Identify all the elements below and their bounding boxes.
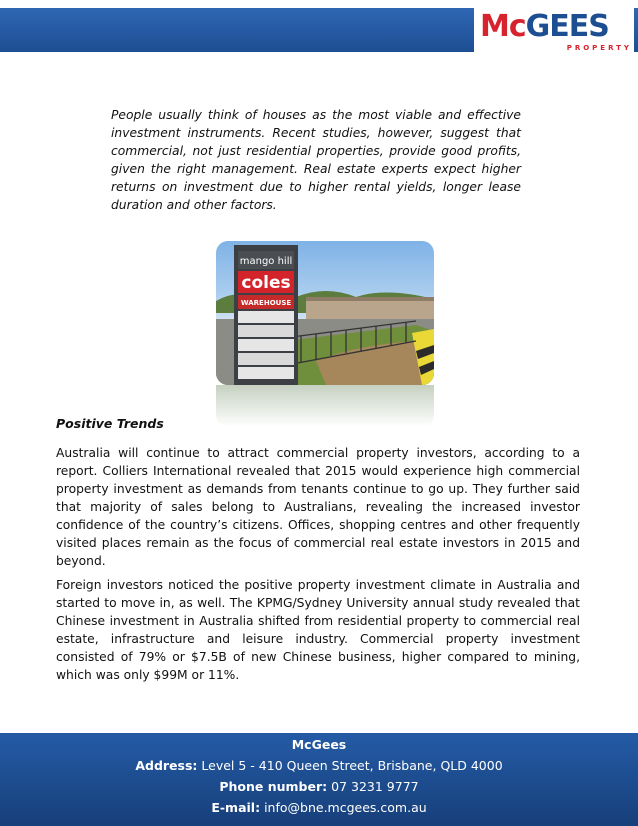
phone-value[interactable]: 07 3231 9777 [331,779,419,794]
building [306,299,434,321]
mcgees-logo [474,8,634,54]
warehouse-sign-text: WAREHOUSE [240,299,292,307]
email-label: E-mail: [211,800,261,815]
logo-property: PROPERTY [566,44,632,52]
body-paragraph: Australia will continue to attract commercial property investors, according to a report. Colliers International revealed that 2015 would experience high commercial property investment as demands from tenants continue to go up. They further said that majority of sales belong to Australians, revealing the increased investor confidence of the country’s citizens. Offices, shopping centres and other frequently visited places remain as the focus of commercial real estate investors in 2015 and beyond. [56,446,580,568]
email-link[interactable]: info@bne.mcgees.com.au [264,800,427,815]
footer-email [0,797,638,818]
address-value: Level 5 - 410 Queen Street, Brisbane, QLD 4000 [201,758,503,773]
footer-address [0,755,638,776]
photo-illustration [216,241,434,385]
phone-label: Phone number: [219,779,328,794]
footer-company: McGees [291,737,347,752]
intro-paragraph: People usually think of houses as the most viable and effective investment instruments. Recent studies, however, suggest that commercial, not just residential properties, provide good profits, given the right management. Real estate experts expect higher returns on investment due to higher rental yields, longer lease duration and other factors. [111,108,521,212]
shopping-centre-photo [216,241,434,427]
logo-mc: Mc [480,9,526,44]
footer-phone [0,776,638,797]
photo-image [216,241,434,385]
footer [0,733,638,826]
sign-centre-name: mango hill [239,256,293,267]
address-label: Address: [135,758,198,773]
logo-gees: GEES [525,9,609,44]
photo-reflection [216,385,434,427]
body-paragraph: Foreign investors noticed the positive property investment climate in Australia and started to move in, as well. The KPMG/Sydney University annual study revealed that Chinese investment in Australia shifted from residential property to commercial real estate, infrastructure and leisure industry. Commercial property investment consisted of 79% or $7.5B of new Chinese business, higher compared to mining, which was only $99M or 11%. [56,578,580,682]
coles-sign-text: coles [241,273,291,293]
logo-wordmark [480,10,609,44]
section-title: Positive Trends [56,416,164,431]
